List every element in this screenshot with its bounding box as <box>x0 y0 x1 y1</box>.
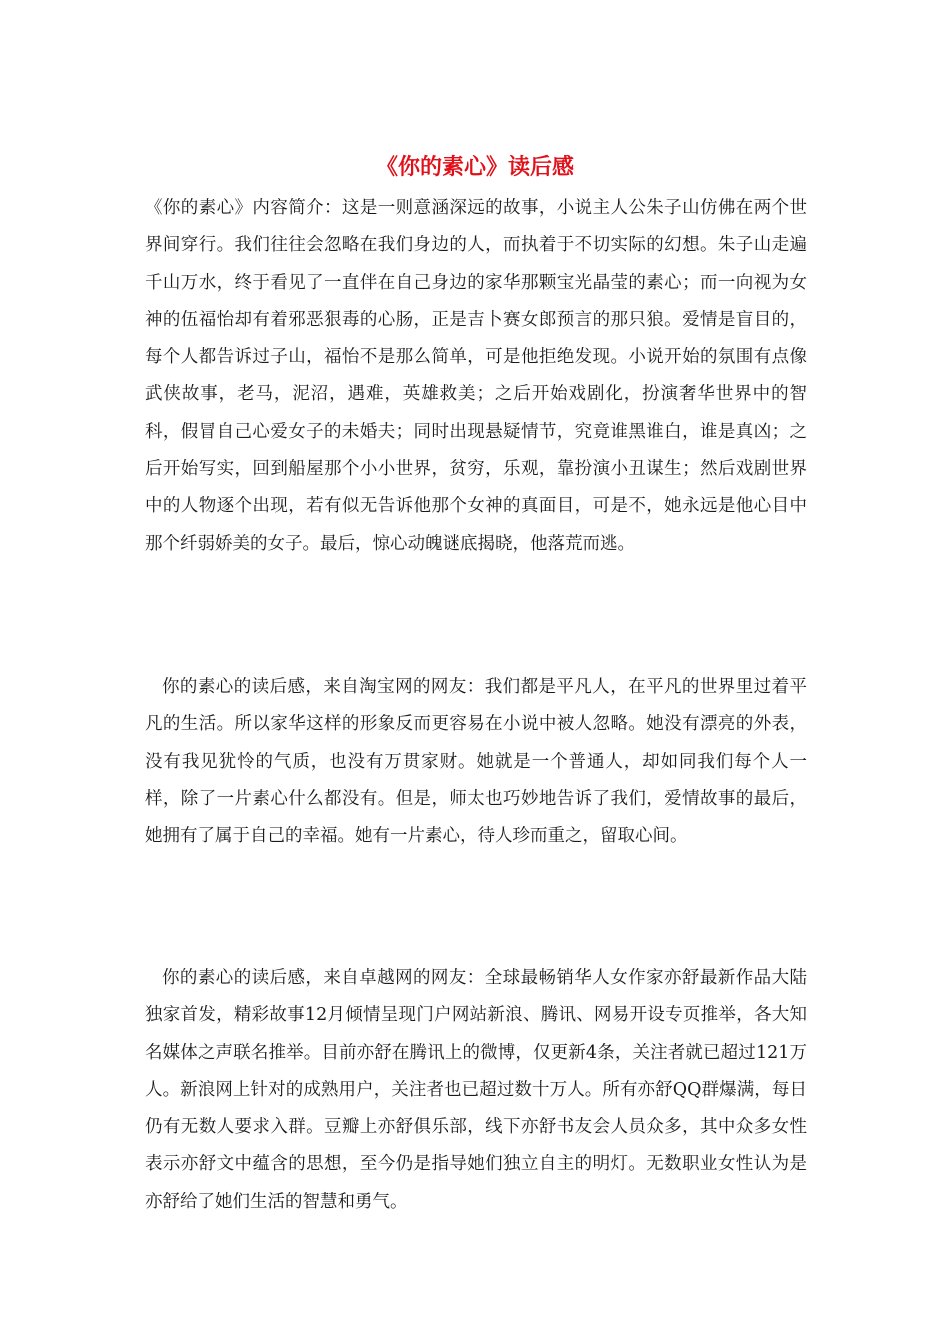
paragraph-review-taobao: 你的素心的读后感，来自淘宝网的网友：我们都是平凡人，在平凡的世界里过着平凡的生活。所以家华这样的形象反而更容易在小说中被人忽略。她没有漂亮的外表，没有我见犹怜的气质，也没有万贯家财。她就是一个普通人，却如同我们每个人一样，除了一片素心什么都没有。但是，师太也巧妙地告诉了我们，爱情故事的最后，她拥有了属于自己的幸福。她有一片素心，待人珍而重之，留取心间。 <box>145 677 807 847</box>
document-title: 《你的素心》读后感 <box>375 154 574 180</box>
paragraph-summary: 《你的素心》内容简介：这是一则意涵深远的故事，小说主人公朱子山仿佛在两个世界间穿行。我们往往会忽略在我们身边的人，而执着于不切实际的幻想。朱子山走遍千山万水，终于看见了一直伴在自己身边的家华那颗宝光晶莹的素心；而一向视为女神的伍福怡却有着邪恶狠毒的心肠，正是吉卜赛女郎预言的那只狼。爱情是盲目的，每个人都告诉过子山，福怡不是那么简单，可是他拒绝发现。小说开始的氛围有点像武侠故事，老马，泥沼，遇难，英雄救美；之后开始戏剧化，扮演奢华世界中的智科，假冒自己心爱女子的未婚夫；同时出现悬疑情节，究竟谁黑谁白，谁是真凶；之后开始写实，回到船屋那个小小世界，贫穷，乐观，靠扮演小丑谋生；然后戏剧世界中的人物逐个出现，若有似无告诉他那个女神的真面目，可是不，她永远是他心目中那个纤弱娇美的女子。最后，惊心动魄谜底揭晓，他落荒而逃。 <box>145 198 807 554</box>
paragraph-review-joyo: 你的素心的读后感，来自卓越网的网友：全球最畅销华人女作家亦舒最新作品大陆独家首发，精彩故事12月倾情呈现门户网站新浪、腾讯、网易开设专页推举，各大知名媒体之声联名推举。目前亦舒在腾讯上的微博，仅更新4条，关注者就已超过121万人。新浪网上针对的成熟用户，关注者也已超过数十万人。所有亦舒QQ群爆满，每日仍有无数人要求入群。豆瓣上亦舒俱乐部，线下亦舒书友会人员众多，其中众多女性表示亦舒文中蕴含的思想，至今仍是指导她们独立自主的明灯。无数职业女性认为是亦舒给了她们生活的智慧和勇气。 <box>145 968 807 1212</box>
